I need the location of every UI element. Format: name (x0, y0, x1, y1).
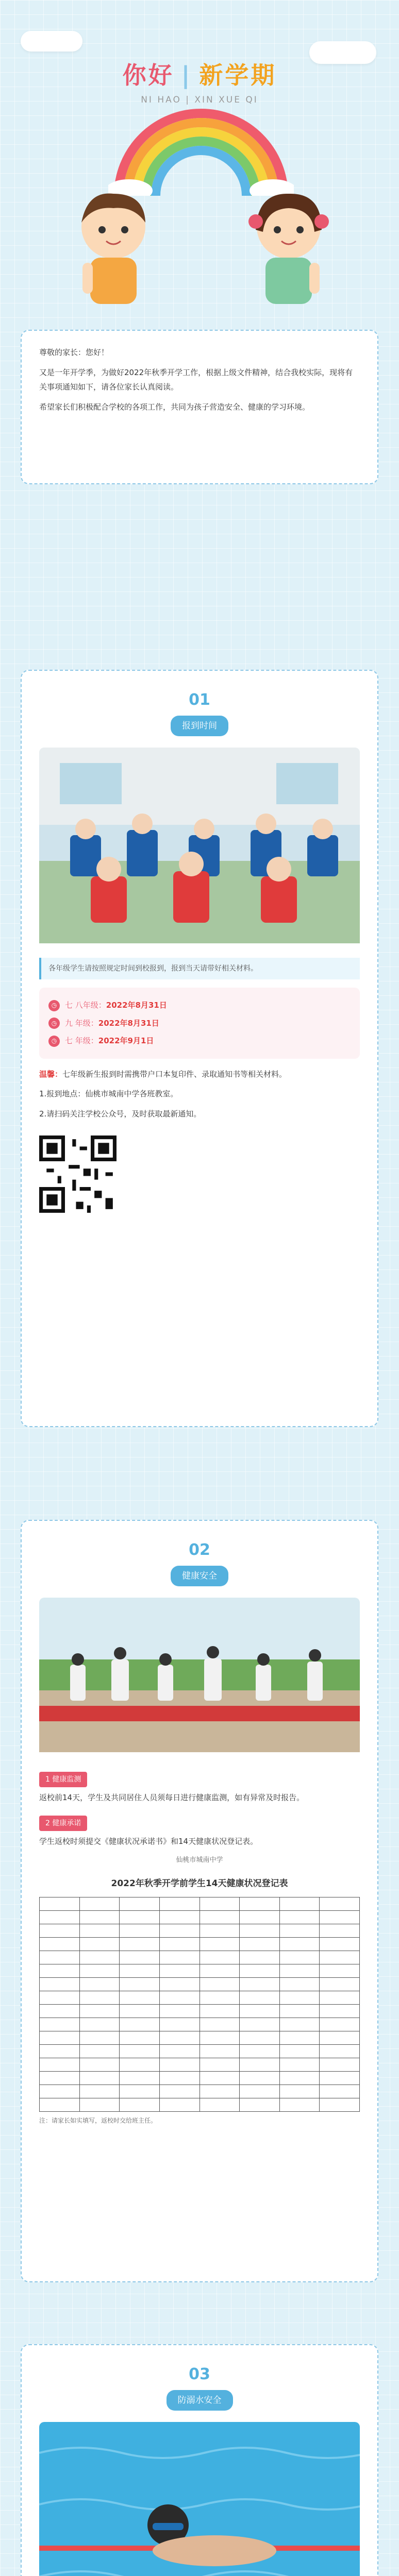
form-cell (40, 2031, 80, 2044)
form-cell (320, 1977, 360, 1991)
rainbow-illustration (108, 103, 294, 196)
form-cell (120, 1977, 160, 1991)
title-separator: | (181, 61, 192, 89)
students-outdoor-photo (39, 1598, 360, 1757)
form-cell (159, 1924, 200, 1937)
note-text: 七年级新生报到时需携带户口本复印件、录取通知书等相关材料。 (62, 1069, 287, 1079)
form-row (40, 1951, 360, 1964)
form-cell (79, 1937, 120, 1951)
form-cell (240, 2071, 280, 2084)
form-cell (120, 2098, 160, 2111)
intro-paragraph: 希望家长们积极配合学校的各项工作，共同为孩子营造安全、健康的学习环境。 (39, 402, 310, 412)
form-cell (320, 2071, 360, 2084)
health-paragraph: 返校前14天，学生及共同居住人员须每日进行健康监测，如有异常及时报告。 (39, 1793, 305, 1803)
form-cell (279, 1951, 320, 1964)
schedule-label: 九 年级： (65, 1018, 98, 1028)
form-cell (159, 1897, 200, 1910)
form-cell (200, 2058, 240, 2071)
form-cell (40, 1964, 80, 1977)
address-title: 1.报到地点： (39, 1089, 86, 1099)
form-cell (320, 1991, 360, 2004)
form-cell (279, 2058, 320, 2071)
form-cell (40, 1897, 80, 1910)
form-row (40, 2031, 360, 2044)
form-cell (40, 2018, 80, 2031)
form-cell (240, 2098, 280, 2111)
form-cell (79, 1964, 120, 1977)
boy-illustration (62, 185, 165, 309)
form-cell (200, 2084, 240, 2098)
form-cell (79, 1910, 120, 1924)
form-row (40, 1924, 360, 1937)
form-cell (200, 2031, 240, 2044)
section-health (21, 1520, 378, 2282)
form-cell (40, 2098, 80, 2111)
title-pinyin: NI HAO | XIN XUE QI (141, 95, 258, 105)
form-cell (200, 2098, 240, 2111)
form-cell (40, 2044, 80, 2058)
classroom-photo (39, 748, 360, 948)
subsection-tag: 1 健康监测 (39, 1772, 87, 1788)
form-cell (320, 2058, 360, 2071)
intro-paragraph: 又是一年开学季，为做好2022年秋季开学工作，根据上级文件精神，结合我校实际，现将有关事项通知如下，请各位家长认真阅读。 (39, 367, 353, 392)
form-cell (320, 2031, 360, 2044)
form-row (40, 1991, 360, 2004)
form-cell (240, 1897, 280, 1910)
cloud-decoration (21, 31, 82, 52)
form-cell (120, 1964, 160, 1977)
form-cell (159, 2098, 200, 2111)
form-row (40, 2071, 360, 2084)
form-cell (79, 1991, 120, 2004)
form-cell (159, 1937, 200, 1951)
form-cell (120, 1937, 160, 1951)
form-cell (120, 2004, 160, 2018)
form-cell (40, 1991, 80, 2004)
section-header (39, 685, 360, 736)
form-cell (79, 2058, 120, 2071)
note-title: 温馨： (39, 1069, 63, 1079)
cloud-decoration (309, 41, 376, 64)
girl-illustration (237, 185, 340, 309)
form-cell (79, 1977, 120, 1991)
health-paragraph: 学生返校时须提交《健康状况承诺书》和14天健康状况登记表。 (39, 1837, 258, 1846)
form-cell (320, 2018, 360, 2031)
form-row (40, 1964, 360, 1977)
form-cell (200, 1937, 240, 1951)
section-registration (21, 670, 378, 1427)
form-cell (279, 2018, 320, 2031)
form-cell (240, 2018, 280, 2031)
section-title: 健康安全 (171, 1566, 228, 1586)
form-cell (120, 2058, 160, 2071)
form-cell (120, 2018, 160, 2031)
subsection-tag: 2 健康承诺 (39, 1816, 87, 1832)
form-cell (79, 2004, 120, 2018)
form-cell (279, 1924, 320, 1937)
form-cell (240, 1977, 280, 1991)
form-cell (40, 1937, 80, 1951)
form-cell (279, 2004, 320, 2018)
form-cell (159, 2031, 200, 2044)
form-cell (240, 1910, 280, 1924)
form-cell (320, 2004, 360, 2018)
schedule-label: 七 八年级： (65, 1001, 106, 1010)
form-cell (120, 1991, 160, 2004)
section-number: 02 (189, 1541, 210, 1559)
clock-icon: ◷ (48, 1018, 60, 1029)
form-cell (159, 2058, 200, 2071)
form-cell (40, 2004, 80, 2018)
form-cell (240, 2031, 280, 2044)
header-banner (0, 0, 399, 319)
health-form-table (39, 1897, 360, 2112)
form-cell (320, 1964, 360, 1977)
section-number: 01 (189, 691, 210, 709)
form-cell (200, 1951, 240, 1964)
form-row (40, 1937, 360, 1951)
form-cell (159, 2084, 200, 2098)
form-cell (159, 2018, 200, 2031)
greeting: 尊敬的家长：您好！ (39, 348, 109, 357)
form-cell (120, 2071, 160, 2084)
form-cell (200, 1991, 240, 2004)
form-cell (40, 1977, 80, 1991)
form-row (40, 2084, 360, 2098)
form-cell (279, 1964, 320, 1977)
form-cell (279, 1897, 320, 1910)
section-title: 防溺水安全 (167, 2390, 233, 2411)
form-cell (320, 1910, 360, 1924)
form-cell (279, 1977, 320, 1991)
section-header (39, 2360, 360, 2411)
form-cell (40, 2058, 80, 2071)
form-cell (240, 2004, 280, 2018)
form-cell (320, 1924, 360, 1937)
schedule-value: 2022年8月31日 (106, 1001, 167, 1010)
form-cell (240, 2058, 280, 2071)
form-cell (320, 2098, 360, 2111)
form-cell (200, 2044, 240, 2058)
form-cell (79, 1924, 120, 1937)
form-cell (159, 1910, 200, 1924)
form-cell (79, 2084, 120, 2098)
clock-icon: ◷ (48, 1000, 60, 1011)
swimming-photo (39, 2422, 360, 2576)
clock-icon: ◷ (48, 1036, 60, 1047)
form-cell (79, 1897, 120, 1910)
form-cell (79, 2044, 120, 2058)
form-cell (200, 2071, 240, 2084)
form-cell (40, 2084, 80, 2098)
form-cell (159, 1951, 200, 1964)
form-title: 2022年秋季开学前学生14天健康状况登记表 (111, 1878, 288, 1889)
schedule-value: 2022年9月1日 (98, 1036, 154, 1046)
registration-schedule (39, 988, 360, 1059)
form-cell (40, 1951, 80, 1964)
form-cell (79, 2071, 120, 2084)
form-row (40, 1977, 360, 1991)
form-cell (159, 1991, 200, 2004)
schedule-row (48, 1033, 351, 1048)
form-cell (279, 2084, 320, 2098)
form-school: 仙桃市城南中学 (176, 1856, 223, 1864)
form-cell (120, 1951, 160, 1964)
form-cell (320, 2044, 360, 2058)
form-cell (159, 1964, 200, 1977)
form-cell (200, 1964, 240, 1977)
form-row (40, 1910, 360, 1924)
form-cell (120, 1897, 160, 1910)
form-cell (120, 2044, 160, 2058)
form-cell (79, 2031, 120, 2044)
form-cell (279, 1937, 320, 1951)
qr-code[interactable] (39, 1136, 117, 1213)
section-drowning (21, 2344, 378, 2576)
form-row (40, 2004, 360, 2018)
section-header (39, 1535, 360, 1586)
form-row (40, 2044, 360, 2058)
title-right: 新学期 (199, 61, 277, 89)
form-cell (79, 2018, 120, 2031)
form-cell (200, 1924, 240, 1937)
form-cell (279, 2031, 320, 2044)
form-cell (159, 2004, 200, 2018)
form-row (40, 2018, 360, 2031)
form-note: 注：请家长如实填写，返校时交给班主任。 (39, 2116, 157, 2124)
form-cell (120, 1924, 160, 1937)
form-cell (240, 1991, 280, 2004)
form-cell (200, 2004, 240, 2018)
form-cell (320, 1937, 360, 1951)
schedule-row (48, 1016, 351, 1031)
form-cell (79, 2098, 120, 2111)
form-cell (240, 1964, 280, 1977)
form-cell (200, 1977, 240, 1991)
form-cell (240, 2044, 280, 2058)
form-cell (279, 2071, 320, 2084)
form-cell (40, 2071, 80, 2084)
photo-caption: 各年级学生请按照规定时间到校报到，报到当天请带好相关材料。 (39, 958, 360, 980)
schedule-label: 七 年级： (65, 1036, 98, 1046)
form-cell (79, 1951, 120, 1964)
title-left: 你好 (122, 61, 174, 89)
form-row (40, 2058, 360, 2071)
form-cell (200, 2018, 240, 2031)
form-cell (40, 1910, 80, 1924)
form-cell (279, 2044, 320, 2058)
schedule-row (48, 998, 351, 1013)
form-cell (159, 2071, 200, 2084)
form-cell (279, 1910, 320, 1924)
section-number: 03 (189, 2365, 210, 2383)
form-cell (279, 1991, 320, 2004)
form-cell (120, 2084, 160, 2098)
form-cell (320, 2084, 360, 2098)
qr-tip: 2.请扫码关注学校公众号，及时获取最新通知。 (39, 1109, 202, 1118)
form-cell (320, 1951, 360, 1964)
form-cell (159, 1977, 200, 1991)
address-text: 仙桃市城南中学各班教室。 (85, 1089, 178, 1099)
form-cell (279, 2098, 320, 2111)
form-cell (240, 1951, 280, 1964)
form-cell (40, 1924, 80, 1937)
form-cell (200, 1897, 240, 1910)
intro-card (21, 330, 378, 484)
form-cell (240, 2084, 280, 2098)
section-title: 报到时间 (171, 716, 228, 736)
form-cell (120, 1910, 160, 1924)
form-row (40, 2098, 360, 2111)
form-cell (159, 2044, 200, 2058)
form-row (40, 1897, 360, 1910)
form-cell (200, 1910, 240, 1924)
schedule-value: 2022年8月31日 (98, 1018, 159, 1028)
form-cell (120, 2031, 160, 2044)
form-cell (240, 1924, 280, 1937)
form-cell (320, 1897, 360, 1910)
form-cell (240, 1937, 280, 1951)
